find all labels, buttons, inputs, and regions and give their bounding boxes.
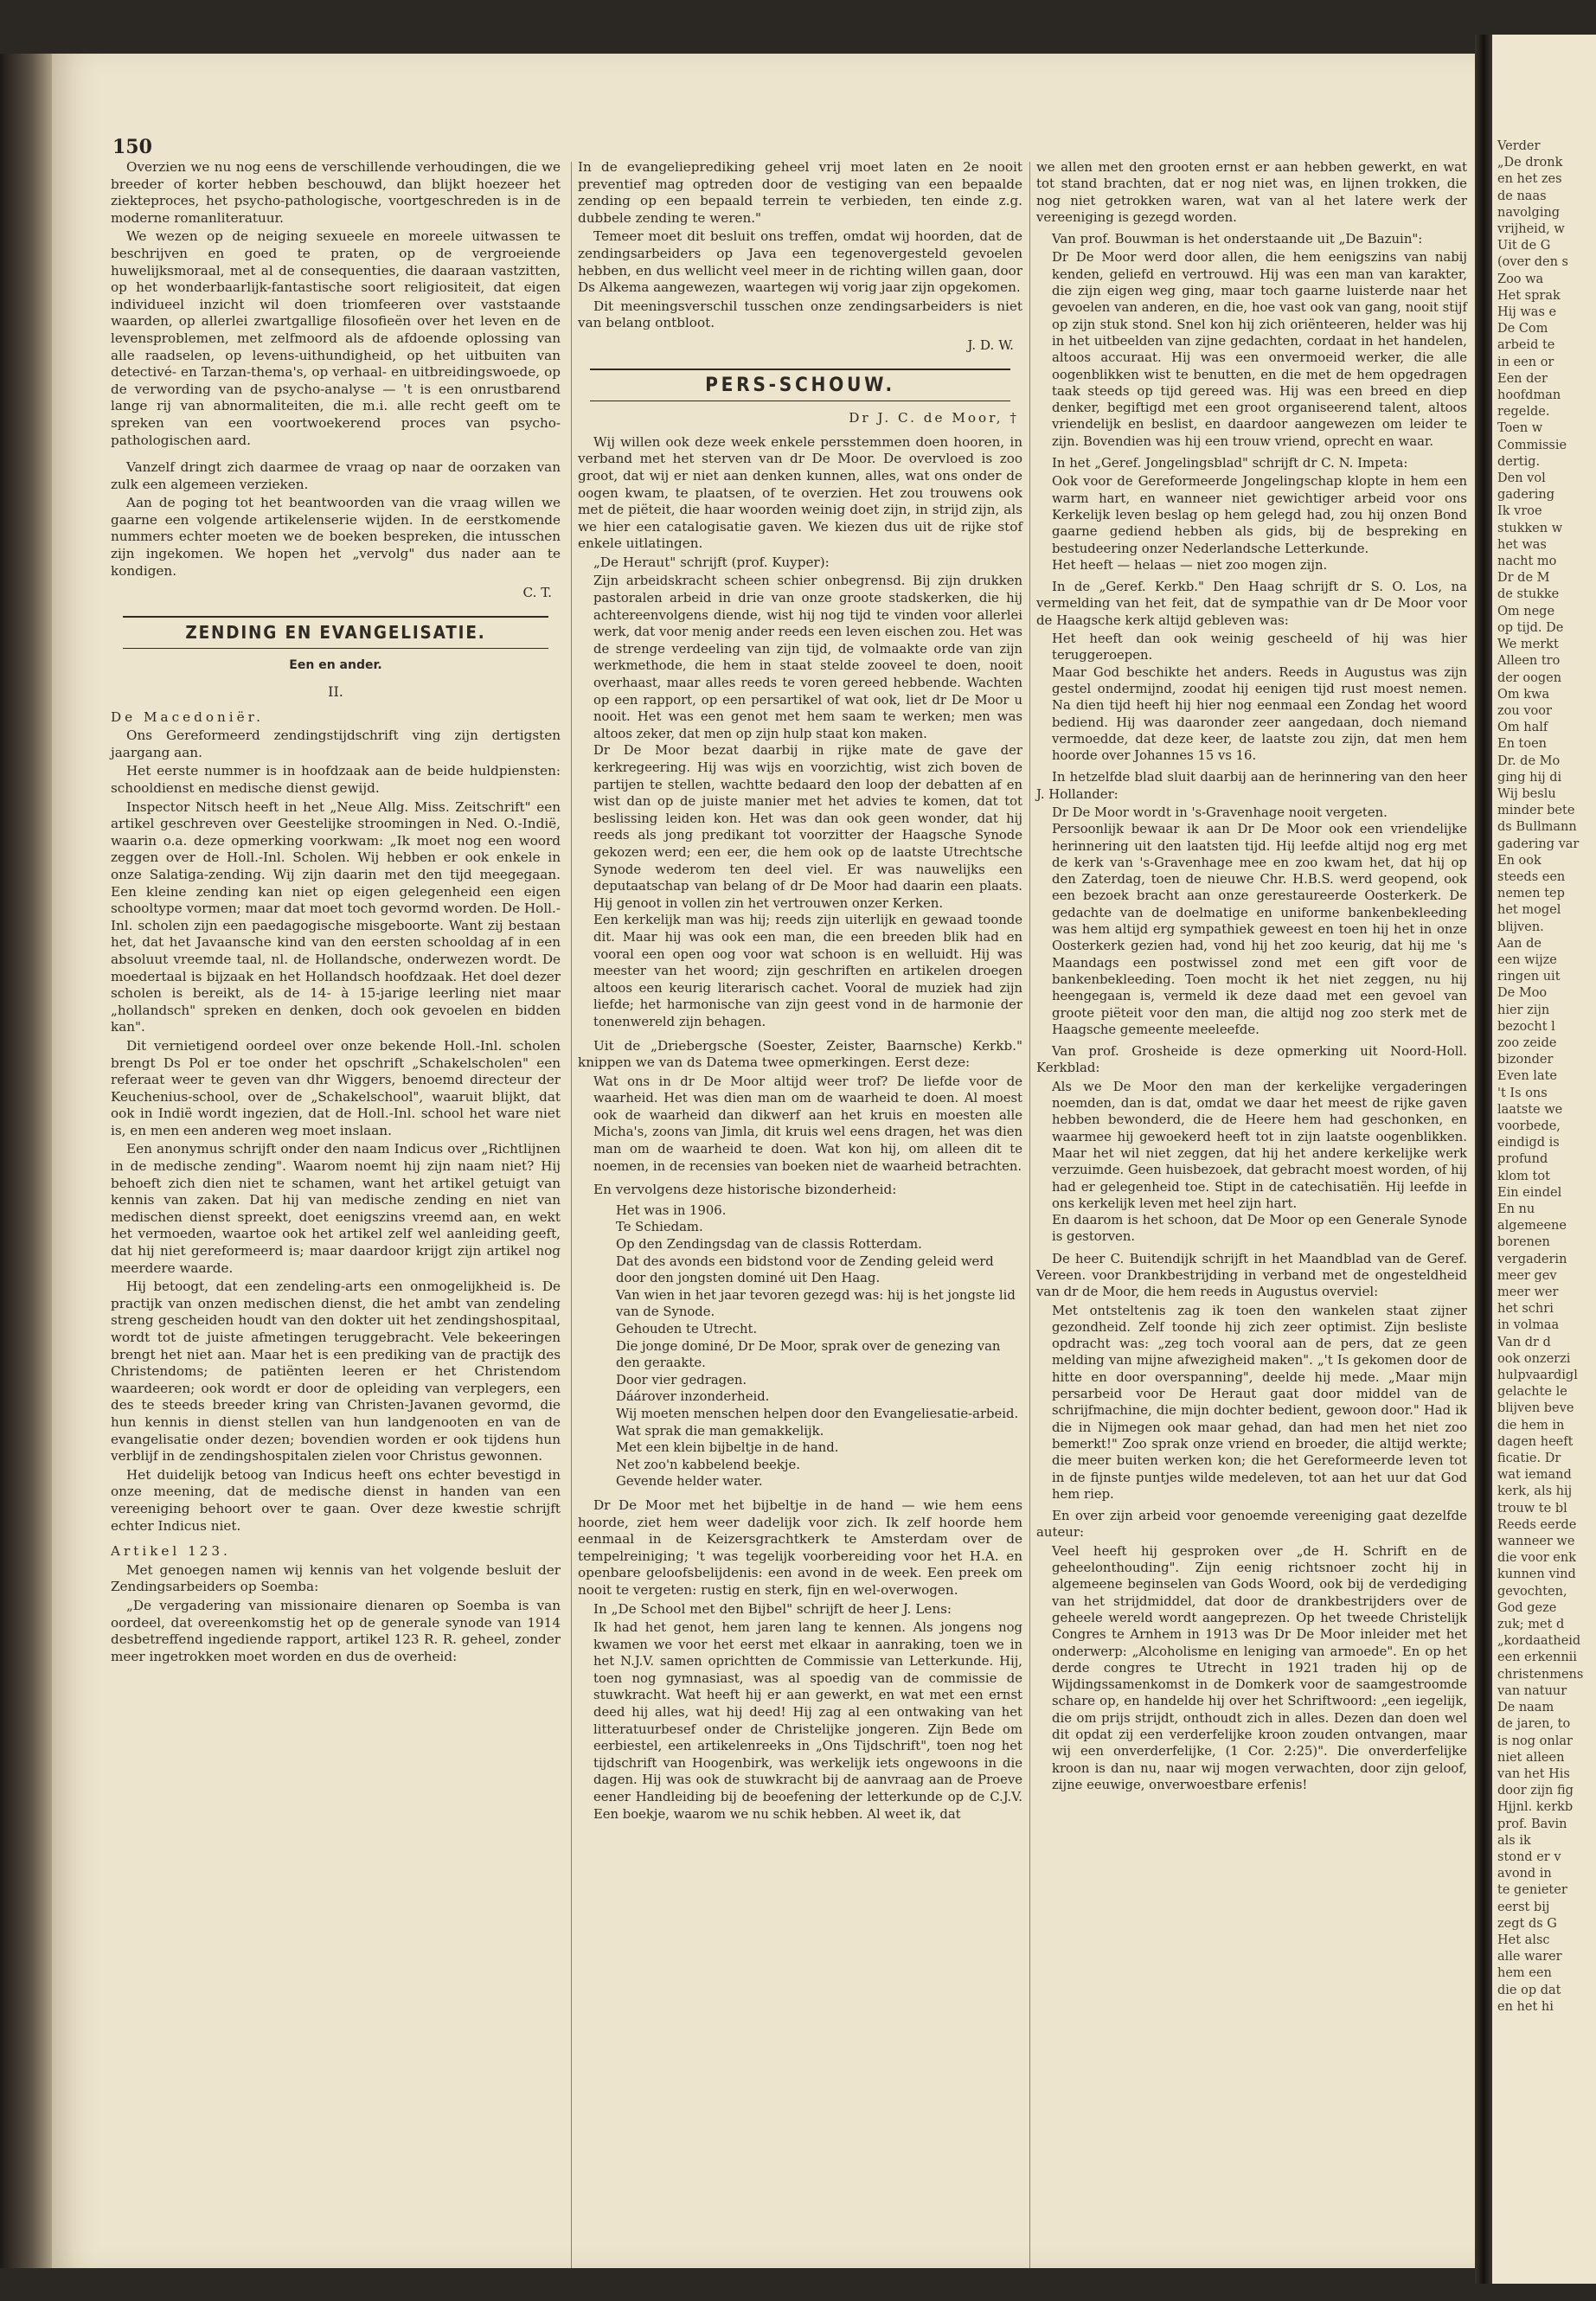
next-page-line: eindigd is <box>1497 1136 1560 1150</box>
next-page-line: laatste we <box>1497 1102 1563 1117</box>
next-page-line: stond er v <box>1497 1849 1561 1864</box>
article-title-artikel-123: Artikel 123. <box>111 1543 231 1560</box>
next-page-line: kerk, als hij <box>1497 1484 1573 1499</box>
next-page-line: Om half <box>1497 721 1548 735</box>
next-page-line: hem een <box>1497 1966 1552 1981</box>
next-page-line: ringen uit <box>1497 970 1561 984</box>
quote-hollander: Dr De Moor wordt in 's-Gravenhage nooit vergeten. Persoonlijk bewaar ik aan Dr De Moor ook een vriendelijke herinnering uit den laatsten tijd. Hij leefde altijd nog erg met de kerk van 's-Gravenhage mee en zoo kwam het, dat hij op den Zaterdag, toen de nieuwe Chr. H.B.S. werd geopend, ook een bezoek bracht aan onze gerestaureerde Oosterkerk. De gedachte van de doelmatige en uniforme bankenbekleeding was hem altijd erg sympathiek geweest en toen hij het in onze Oosterkerk gezien had, vond hij het zoo keurig, dat hij me 's Maandags een postwissel zond met een gift voor de bankenbekleeding. Toen mocht ik het niet zeggen, nu hij heengegaan is, vermeld ik deze daad met een gevoel van groote piëteit voor den man, die altijd nog zoo sterk met de Haagsche gemeente meeleefde. <box>1052 804 1467 1037</box>
next-page-line: vrijheid, w <box>1497 222 1565 237</box>
pers-schouw-heading-block <box>578 369 1022 402</box>
next-page-line: Het alsc <box>1497 1932 1550 1947</box>
paragraph: We wezen op de neiging sexueele en moreele uitwassen te beschrijven en goed te praten, op de vergroeiende huwelijksmoraal, met al de consequenties, die daaraan vastzitten, op het wonderbaarlijk-fantastische soort religiositeit, dat eigen individueel inzicht wil doen triomfeeren over vaststaande waarden, op allerlei zwartgallige filosofieën over het leven en de levensproblemen, met zelfmoord als de afdoende oplossing van alle raadselen, op levens-uithundigheid, op het uitbuiten van detectivé- en Tarzan-thema's, op verhaal- en uitbreidingswoede, op de verwording van de psycho-analyse — 't is een onrustbarend lange rij van abnormaliteiten, die m.i. alle recht geeft om te spreken van een voortwoekerend proces van psycho-pathologischen aard. <box>111 228 561 448</box>
next-page-line: Toen w <box>1497 421 1543 436</box>
next-page-line: Hij was e <box>1497 305 1557 320</box>
next-page-line: zou voor <box>1497 703 1552 718</box>
next-page-line: vergaderin <box>1497 1252 1567 1266</box>
quote-heraut: Zijn arbeidskracht scheen schier onbegrensd. Bij zijn drukken pastoralen arbeid in drie van onze groote stadskerken, die hij achtereenvolgens diende, wist hij nog tijd te vinden voor allerlei werk, dat voor menig ander reeds een leven eischen zou. Het was de strenge verdeeling van zijn tijd, de volmaakte orde van zijn werkmethode, die hem in staat stelde zooveel te doen, nooit overhaast, maar alles reeds te voren gereed hebbende. Wachten op een rapport, op een persartikel of wat ook, liet dr De Moor u nooit. Het was een genot met hem saam te werken; men was altoos zeker, dat men op zijn hulp staat kon maken. Dr De Moor bezat daarbij in rijke mate de gave der kerkregeering. Hij was wijs en voorzichtig, wist zich boven de partijen te stellen, wachtte bedaard den loop der debatten af en wist dan op de juiste manier met het advies te komen, dat tot beslissing leiden kon. Het was dan ook geen wonder, dat hij reeds als jong predikant tot voorzitter der Haagsche Synode gekozen werd; een eer, die hem ook op de laatste Utrechtsche Synode wederom ten deel viel. Er was nauwelijks een deputaatschap van belang of dr De Moor had daarin een plaats. Hij genoot in vollen zin het vertrouwen onzer Kerken. Een kerkelijk man was hij; reeds zijn uiterlijk en gewaad toonde dit. Maar hij was ook een man, die een breeden blik had en vooral een open oog voor wat schoon is en welluidt. Hij was meester van het woord; zijn geschriften en artikelen droegen altoos een keurig literarisch cachet. Vooral de muziek had zijn liefde; het harmonische van zijn geest vond in de harmonie der tonenwereld zijn behagen. <box>593 574 1022 1029</box>
paragraph: En vervolgens deze historische bizonderheid: <box>593 1182 897 1198</box>
next-page-line: ook onzerzi <box>1497 1351 1571 1366</box>
column-rule-2 <box>1029 162 1030 2268</box>
next-page-line: als ik <box>1497 1833 1531 1848</box>
next-page-line: Ein eindel <box>1497 1185 1562 1200</box>
quote-arbeid: Veel heeft hij gesproken over „de H. Schrift en de geheelonthouding". Zijn eenig richtsnoer zocht hij in algemeene beginselen van Gods Woord, ook bij de verdediging van het strijdmiddel, dat door de drankbestrijders over de geheele wereld wordt aangeprezen. Op het tweede Christelijk Congres te Arnhem in 1913 was Dr De Moor inleider met het onderwerp: „Alcoholisme en leniging van armoede". En op het derde congres te Utrecht in 1921 traden hij op de Wijdingssamenkomst in de Domkerk voor de saamgestroomde schare op, en handelde hij over het Schriftwoord: „een iegelijk, die om prijs strijdt, onthoudt zich in alles. Dezen dan doen wel dit opdat zij een verderfelijke kroon zouden ontvangen, maar wij een onverderfelijke, (1 Cor. 2:25)". Die onverderfelijke kroon is dan nu, naar wij mogen verwachten, door zijn geloof, zijne eeuwige, onverwoestbare erfenis! <box>1052 1543 1467 1792</box>
paragraph: Dr De Moor met het bijbeltje in de hand — wie hem eens hoorde, ziet hem weer dadelijk voor zich. Ik zelf hoorde hem eenmaal in de Keizersgrachtkerk te Amsterdam over de tempelreiniging; 't was tegelijk voorbereiding voor het H.A. en openbare geloofsbelijdenis: een avond in de week. Een preek om nooit te vergeten: rustig en sterk, fijn en wel-overwogen. <box>578 1497 1022 1598</box>
next-page-line: zuk; met d <box>1497 1618 1565 1632</box>
paragraph: Dit meeningsverschil tusschen onze zendingsarbeiders is niet van belang ontbloot. <box>578 298 1022 331</box>
next-page-line: Even late <box>1497 1069 1557 1084</box>
next-page-line: „De dronk <box>1497 156 1563 170</box>
next-page-line: Het sprak <box>1497 288 1561 303</box>
byline-de-moor: Dr J. C. de Moor, † <box>849 410 1019 426</box>
heading-rule <box>123 616 548 618</box>
next-page-line: een erkennii <box>1497 1650 1577 1665</box>
next-page-line: de stukke <box>1497 587 1560 602</box>
next-page-line: arbeid te <box>1497 338 1555 353</box>
next-page-line: die hem in <box>1497 1418 1565 1433</box>
paragraph: Dit vernietigend oordeel over onze bekende Holl.-Inl. scholen brengt Ds Pol er toe onder het opschrift „Schakelscholen" een referaat weer te geven van dhr Wiggers, benoemd directeur der Keuchenius-school, over de „Schakelschool", waaruit blijkt, dat ook in Indië wordt ingezien, dat de Holl.-Inl. school het ware niet is, en men een anderen weg moet inslaan. <box>111 1037 561 1138</box>
zending-heading-block <box>111 616 561 650</box>
next-page-line: alle warer <box>1497 1950 1562 1965</box>
paragraph: In de evangelieprediking geheel vrij moet laten en 2e nooit preventief mag optreden door de vestiging van een bepaalde zending op een bepaald terrein te verbieden, ten einde z.g. dubbele zending te weren." <box>578 159 1022 226</box>
next-page-line: en het zes <box>1497 172 1562 187</box>
next-page-line: Wij beslu <box>1497 786 1556 801</box>
next-page-line: Aan de <box>1497 936 1542 951</box>
next-page-line: En toen <box>1497 737 1548 752</box>
paragraph: Wij willen ook deze week enkele persstemmen doen hooren, in verband met het sterven van dr De Moor. De overvloed is zoo groot, dat wij er niet aan denken kunnen, alles, wat ons onder de oogen kwam, te plaatsen, of te overzien. Het zou trouwens ook met de piëteit, die haar woorden weinig doet zijn, in strijd zijn, als we hier een catalogisatie gaven. We kiezen dus uit de rijke stof enkele uitlatingen. <box>578 433 1022 552</box>
next-page-line: nacht mo <box>1497 554 1557 569</box>
next-page-line: Om kwa <box>1497 687 1550 702</box>
next-page-line: Om nege <box>1497 604 1555 619</box>
paragraph: Van prof. Grosheide is deze opmerking uit Noord-Holl. Kerkblad: <box>1036 1043 1467 1076</box>
next-page-line: Zoo wa <box>1497 272 1544 286</box>
next-page-line: (over den s <box>1497 255 1568 270</box>
next-page-line: gevochten, <box>1497 1584 1567 1599</box>
next-page-line: dertig. <box>1497 454 1541 469</box>
quote-buitendijk: Met ontsteltenis zag ik toen den wankelen staat zijner gezondheid. Zelf toonde hij zich zeer optimist. Zijn besliste opdracht was: „zeg toch vooral aan de pers, dat ze geen melding van mijne afwezigheid maken". „'t Is gekomen door de hitte en door overspanning", deelde hij mede. „Maar mijn persarbeid voor De Heraut gaat door middel van de schrijfmachine, die mijn dochter bedient, gewoon door." Had ik die in Nijmegen ook maar gehad, dan had men het niet zoo bemerkt!" Zoo sprak onze vriend en broeder, die altijd werkte; die meer buiten werken kon; die het Gereformeerde leven tot in de fijnste puntjes wilde medeleven, tot aan het uur dat God hem riep. <box>1052 1303 1467 1502</box>
article-title-macedonier: De Macedoniër. <box>111 708 265 725</box>
quote-los: Het heeft dan ook weinig gescheeld of hij was hier teruggeroepen. Maar God beschikte het anders. Reeds in Augustus was zijn gestel ondermijnd, zoodat hij eenigen tijd rust moest nemen. Na dien tijd heeft hij hier nog eenmaal een Zondag het woord bediend. Hij was daaronder zeer aangedaan, doch niemand vermoedde, dat deze keer, de laatste zou zijn, dat men hem hoorde over Johannes 15 vs 16. <box>1052 631 1467 764</box>
next-page-fragment <box>1492 35 1596 2284</box>
next-page-line: meer wer <box>1497 1285 1559 1300</box>
column-2 <box>578 159 1022 1824</box>
next-page-line: hoofdman <box>1497 388 1561 403</box>
next-page-line: nemen tep <box>1497 887 1565 901</box>
next-page-line: hier zijn <box>1497 1003 1550 1017</box>
next-page-line: zegt ds G <box>1497 1916 1557 1931</box>
verse-line: Wat sprak die man gemakkelijk. <box>616 1423 824 1439</box>
quote-lens: Ik had het genot, hem jaren lang te kennen. Als jongens nog kwamen we voor het eerst met elkaar in aanraking, toen we in het N.J.V. samen oprichtten de Commissie van Letterkunde. Hij, toen nog gymnasiast, was al spoedig van de commissie de stuwkracht. Wat heeft hij er aan gewerkt, en wat met een ernst deed hij alles, wat hij deed! Hij zag al een ontwaking van het litteratuurbesef onder de Christelijke jongeren. Zijn Bede om eerbiestel, een artikelenreeks in „Ons Tijdschrift", toen nog het tijdschrift van Hoogenbirk, was werkelijk iets ongewoons in die dagen. Hij was ook de stuwkracht bij de aanvraag aan de Proeve eener Handleiding bij de beoefening der letterkunde op de C.J.V. Een boekje, waarom we nu schik hebben. Al weet ik, dat <box>593 1620 1022 1822</box>
next-page-line: de naas <box>1497 189 1547 203</box>
paragraph: „De Heraut" schrijft (prof. Kuyper): <box>593 554 830 570</box>
verse-line: Door vier gedragen. <box>616 1372 747 1388</box>
heading-rule <box>590 369 1010 370</box>
next-page-line: van natuur <box>1497 1683 1567 1698</box>
paragraph: In het „Geref. Jongelingsblad" schrijft dr C. N. Impeta: <box>1052 455 1408 471</box>
quote-grosheide: Als we De Moor den man der kerkelijke vergaderingen noemden, dan is dat, omdat we daar het meest de rijke gaven hebben bewonderd, die de Heere hem had geschonken, en waarmee hij gewoekerd heeft tot in zijn laatste oogenblikken. Maar het wil niet zeggen, dat hij het andere kerkelijke werk verzuimde. Geen huisbezoek, dat gebracht moest worden, of hij had er gelegenheid toe. Stipt in de catechisatiën. Hij leefde in ons kerkelijk leven met heel zijn hart. En daarom is het schoon, dat De Moor op een Generale Synode is gestorven. <box>1052 1079 1467 1245</box>
next-page-line: niet alleen <box>1497 1750 1565 1765</box>
next-page-line: prof. Bavin <box>1497 1817 1567 1831</box>
verse-line: Het was in 1906. <box>616 1202 727 1218</box>
paragraph: Het duidelijk betoog van Indicus heeft ons echter bevestigd in onze meening, dat de medische dienst in handen van een vereeniging behoort over te gaan. Over deze kwestie schrijft echter Indicus niet. <box>111 1466 561 1534</box>
next-page-line: voorbede, <box>1497 1118 1561 1133</box>
next-page-line: trouw te bl <box>1497 1501 1567 1516</box>
next-page-line: Uit de G <box>1497 239 1551 253</box>
next-page-line: de jaren, to <box>1497 1717 1571 1732</box>
next-page-line: 't Is ons <box>1497 1086 1548 1100</box>
next-page-line: een wijze <box>1497 952 1557 967</box>
next-page-line: Reeds eerde <box>1497 1517 1577 1532</box>
next-page-line: Van dr d <box>1497 1335 1551 1349</box>
next-page-line: Den vol <box>1497 471 1546 486</box>
next-page-line: En ook <box>1497 853 1542 868</box>
next-page-line: gadering <box>1497 488 1554 503</box>
next-page-line: Een der <box>1497 371 1548 386</box>
next-page-line: blijven beve <box>1497 1401 1574 1416</box>
subheading-een-en-ander: Een en ander. <box>289 658 382 673</box>
paragraph: Inspector Nitsch heeft in het „Neue Allg. Miss. Zeitschrift" een artikel geschreven over Geestelijke stroomingen in Ned. O.-Indië, waarin o.a. deze opmerking voorkwam: „Ik moet nog een woord zeggen over de Holl.-Inl. Scholen. Wij hebben er ook enkele in onze Salatiga-zending. Wij zijn daarin met den tijd meegegaan. Een kleine zending kan niet op eigen gelegenheid een eigen schooltype vormen; maar dat moet toch gevormd worden. De Holl.-Inl. scholen zijn een paedagogische misgeboorte. Want zij bestaan het, dat het Javaansche kind van den eersten schooldag af in een absoluut vreemde taal, nl. de Hollandsche, onderwezen wordt. De moedertaal is bijzaak en het Hollandsch hoofdzaak. Het doel dezer scholen is bereikt, als de 14- à 15-jarige leerling niet maar „hollandsch" spreken en denken, doch ook gevoelen en bidden kan". <box>111 798 561 1035</box>
next-page-line: die voor enk <box>1497 1551 1577 1566</box>
next-page-line: in een or <box>1497 355 1554 369</box>
next-page-line: die op dat <box>1497 1983 1561 1997</box>
next-page-line: navolging <box>1497 205 1561 220</box>
next-page-line: borenen <box>1497 1235 1550 1250</box>
verse-line: Die jonge dominé, Dr De Moor, sprak over de genezing van den geraakte. <box>616 1338 1001 1371</box>
next-page-line: in volmaa <box>1497 1318 1560 1333</box>
next-page-line: wanneer we <box>1497 1535 1575 1549</box>
next-page-line: Verder <box>1497 139 1541 153</box>
next-page-line: klom tot <box>1497 1169 1550 1183</box>
heading-rule <box>123 648 548 649</box>
verse-line: Gehouden te Utrecht. <box>616 1322 758 1336</box>
paragraph: Overzien we nu nog eens de verschillende verhoudingen, die we breeder of korter hebben beschouwd, dan blijkt hoezeer het ziekteproces, het psycho-pathologische, voortgeschreden is in de moderne romanliteratuur. <box>111 159 561 226</box>
next-page-line: te genieter <box>1497 1883 1567 1898</box>
paragraph: Van prof. Bouwman is het onderstaande uit „De Bazuin": <box>1052 231 1423 247</box>
next-page-column <box>1497 138 1596 2016</box>
verse-line: Met een klein bijbeltje in de hand. <box>616 1440 839 1456</box>
next-page-line: De naam <box>1497 1701 1554 1715</box>
next-page-line: zoo zeide <box>1497 1035 1557 1050</box>
next-page-line: op tijd. De <box>1497 620 1564 635</box>
next-page-line: wat iemand <box>1497 1468 1572 1483</box>
next-page-line: ds Bullmann <box>1497 820 1577 835</box>
next-page-line: kunnen vind <box>1497 1567 1576 1582</box>
next-page-line: Commissie <box>1497 438 1567 452</box>
next-page-line: Hjjnl. kerkb <box>1497 1800 1574 1815</box>
signature-ct: C. T. <box>522 585 552 601</box>
paragraph: „De vergadering van missionaire dienaren op Soemba is van oordeel, dat overeenkomstig het op de generale synode van 1914 desbetreffend ingediende rapport, artikel 123 R. R. geheel, zonder meer ingetrokken moet worden en dus de overheid: <box>111 1597 561 1664</box>
left-page-edge <box>0 54 52 2268</box>
next-page-line: ficatie. Dr <box>1497 1452 1561 1466</box>
paragraph: In hetzelfde blad sluit daarbij aan de herinnering van den heer J. Hollander: <box>1036 769 1467 802</box>
next-page-line: is nog onlar <box>1497 1734 1573 1748</box>
verse-line: Dáárover inzonderheid. <box>616 1389 770 1405</box>
roman-numeral: II. <box>328 683 343 701</box>
next-page-line: regelde. <box>1497 405 1550 420</box>
next-page-line: meer gev <box>1497 1268 1557 1283</box>
verse-line: Gevende helder water. <box>616 1474 763 1490</box>
next-page-line: en het hi <box>1497 1999 1554 2014</box>
newspaper-page <box>52 54 1475 2268</box>
next-page-line: bezocht l <box>1497 1019 1555 1034</box>
next-page-line: Dr de M <box>1497 571 1550 586</box>
next-page-line: ging hij di <box>1497 770 1562 785</box>
next-page-line: De Com <box>1497 322 1548 336</box>
next-page-line: steeds een <box>1497 869 1566 884</box>
next-page-line: minder bete <box>1497 804 1575 818</box>
paragraph: Een anonymus schrijft onder den naam Indicus over „Richtlijnen in de medische zending". Waarom noemt hij zijn naam niet? Hij behoeft zich dien niet te schamen, want het artikel getuigt van kennis van zaken. Dat hij van medische zending en niet van medischen dienst spreekt, doet eenigszins vreemd aan, en wekt het vermoeden, waartoe ook het artikel zelf wel aanleiding geeft, dat hij niet gereformeerd is; maar daardoor krijgt zijn artikel nog meerdere waarde. <box>111 1141 561 1276</box>
verse-line: Wij moeten menschen helpen door den Evangeliesatie-arbeid. <box>616 1406 1019 1421</box>
book-gutter <box>1475 35 1492 2284</box>
paragraph: In „De School met den Bijbel" schrijft de heer J. Lens: <box>593 1600 952 1617</box>
next-page-line: het was <box>1497 537 1547 552</box>
paragraph: we allen met den grooten ernst er aan hebben gewerkt, en wat tot stand brachten, dat er nog niet was, en lijnen trokken, die nog niet getrokken waren, wat van al het latere werk der vereeniging is gezegd worden. <box>1036 159 1467 225</box>
quote-impeta: Ook voor de Gereformeerde Jongelingschap klopte in hem een warm hart, en wanneer niet gewichtiger arbeid voor ons Kerkelijk leven beslag op hem gelegd had, zou hij onzen Bond gaarne gediend hebben als gids, bij de bespreking en bestudeering onzer Nederlandsche Letterkunde. Het heeft — helaas — niet zoo mogen zijn. <box>1052 474 1467 573</box>
next-page-line: het mogel <box>1497 903 1561 918</box>
next-page-line: stukken w <box>1497 521 1563 535</box>
column-1-top <box>111 159 561 580</box>
paragraph: Hij betoogt, dat een zendeling-arts een onmogelijkheid is. De practijk van onzen medischen dienst, die het ambt van zendeling streng gescheiden houdt van den dokter uit het zendingshospitaal, wordt tot de juiste afmetingen teruggebracht. Vele bekeeringen brengt het niet aan. Maar het is een prediking van de practijk des Christendoms; de patiënten leeren er het Christendom waardeeren; ook wordt er door de opleiding van verplegers, een des te steeds breeder kring van Christen-Javanen gevormd, die hun kennis in dienst stellen van hun landgenooten en van de evangelisatie onder dezen; bovendien worden er ook tijdens hun verblijf in de zendingshospitalen zielen voor Christus gewonnen. <box>111 1279 561 1465</box>
paragraph: Het eerste nummer is in hoofdzaak aan de beide huldpiensten: schooldienst en medische dienst gewijd. <box>111 763 561 796</box>
next-page-line: dagen heeft <box>1497 1434 1574 1449</box>
next-page-line: van het His <box>1497 1766 1570 1781</box>
column-3 <box>1036 159 1467 1795</box>
next-page-line: gadering var <box>1497 836 1580 851</box>
paragraph: Vanzelf dringt zich daarmee de vraag op naar de oorzaken van zulk een algemeen verzieken. <box>111 459 561 492</box>
paragraph: In de „Geref. Kerkb." Den Haag schrijft dr S. O. Los, na vermelding van het feit, dat de sympathie van dr De Moor voor de Haagsche kerk altijd gebleven was: <box>1036 579 1467 628</box>
next-page-line: Ik vroe <box>1497 504 1542 519</box>
next-page-line: profund <box>1497 1152 1548 1167</box>
verse-block <box>578 1202 1022 1490</box>
verse-line: Van wien in het jaar tevoren gezegd was: hij is het jongste lid van de Synode. <box>616 1287 1016 1320</box>
column-rule-1 <box>571 162 572 2268</box>
section-heading-pers-schouw: PERS-SCHOUW. <box>705 374 895 396</box>
signature-jdw: J. D. W. <box>967 336 1014 353</box>
next-page-line: algemeene <box>1497 1219 1567 1234</box>
verse-line: Te Schiedam. <box>616 1220 703 1235</box>
next-page-line: De Moo <box>1497 986 1548 1001</box>
verse-line: Op den Zendingsdag van de classis Rotterdam. <box>616 1237 922 1253</box>
next-page-line: „kordaatheid <box>1497 1634 1581 1649</box>
next-page-line: blijven. <box>1497 920 1544 934</box>
next-page-line: christenmens <box>1497 1667 1584 1682</box>
verse-line: Net zoo'n kabbelend beekje. <box>616 1457 800 1472</box>
next-page-line: door zijn fig <box>1497 1784 1574 1798</box>
column-1 <box>111 159 561 1667</box>
paragraph: Ons Gereformeerd zendingstijdschrift ving zijn dertigsten jaargang aan. <box>111 727 561 760</box>
next-page-line: bizonder <box>1497 1053 1554 1067</box>
next-page-line: eerst bij <box>1497 1900 1550 1914</box>
next-page-line: hulpvaardigl <box>1497 1368 1578 1383</box>
quote-bouwman: Dr De Moor werd door allen, die hem eenigszins van nabij kenden, geliefd en vertrouwd. Hij was een man van karakter, die zijn eigen weg ging, maar toch gaarne luisterde naar het gevoelen van anderen, en die, hoe vast ook van gang, nooit stijf op zijn stuk stond. Snel kon hij zich oriënteeren, helder was hij in het uitbeelden van zijne gedachten, cordaat in het handelen, altoos accuraat. Hij was een onvermoeid werker, die alle oogenblikken wist te benutten, en die met de hem opgedragen taak steeds op tijd gereed was. Hij was een breed en diep denker, begiftigd met een groot organiseerend talent, altoos vriendelijk en beslist, en daardoor aangewezen om leider te zijn. Bovendien was hij een trouw vriend, oprecht en waar. <box>1052 250 1467 449</box>
next-page-line: gelachte le <box>1497 1385 1567 1400</box>
next-page-line: der oogen <box>1497 670 1562 685</box>
verse-line: Dat des avonds een bidstond voor de Zending geleid werd door den jongsten dominé uit Den Haag. <box>616 1253 994 1286</box>
next-page-line: God geze <box>1497 1600 1557 1615</box>
paragraph: En over zijn arbeid voor genoemde vereeniging gaat dezelfde auteur: <box>1036 1508 1467 1541</box>
next-page-line: Dr. de Mo <box>1497 753 1561 768</box>
paragraph: Temeer moet dit besluit ons treffen, omdat wij hoorden, dat de zendingsarbeiders op Java een tegenovergesteld gevoelen hebben, en dus wellicht veel meer in de richting willen gaan, door Ds Alkema aangewezen, waartegen wij vorig jaar zijn opgekomen. <box>578 228 1022 296</box>
next-page-line: En nu <box>1497 1202 1535 1216</box>
paragraph: Met genoegen namen wij kennis van het volgende besluit der Zendingsarbeiders op Soemba: <box>111 1561 561 1595</box>
paragraph: Uit de „Driebergsche (Soester, Zeister, Baarnsche) Kerkb." knippen we van ds Datema twee opmerkingen. Eerst deze: <box>578 1037 1022 1071</box>
section-heading-zending: ZENDING EN EVANGELISATIE. <box>185 621 486 643</box>
next-page-line: avond in <box>1497 1867 1552 1881</box>
paragraph: De heer C. Buitendijk schrijft in het Maandblad van de Geref. Vereen. voor Drankbestrijding in verband met de ongesteldheid van dr de Moor, die hem reeds in Augustus overviel: <box>1036 1250 1467 1300</box>
page-number: 150 <box>112 136 152 158</box>
next-page-line: Alleen tro <box>1497 654 1561 669</box>
paragraph: Aan de poging tot het beantwoorden van die vraag willen we gaarne een volgende artikelenserie wijden. In de eerstkomende nummers echter moeten we de boeken bespreken, die intusschen zijn ingekomen. We hopen het „vervolg" dus nader aan te kondigen. <box>111 495 561 579</box>
next-page-line: het schri <box>1497 1302 1554 1317</box>
next-page-line: We merkt <box>1497 638 1559 652</box>
quote-datema: Wat ons in dr De Moor altijd weer trof? De liefde voor de waarheid. Het was dien man om de waarheid te doen. Al moest ook de waarheid dan dikwerf aan het kruis en moesten alle Micha's, zoons van Jimla, dit kruis wel eens dragen, het was dien man om de waarheid te doen. Wat kon hij, om alleen dit te noemen, in de recensies van boeken niet de waarheid betrachten. <box>593 1074 1022 1174</box>
